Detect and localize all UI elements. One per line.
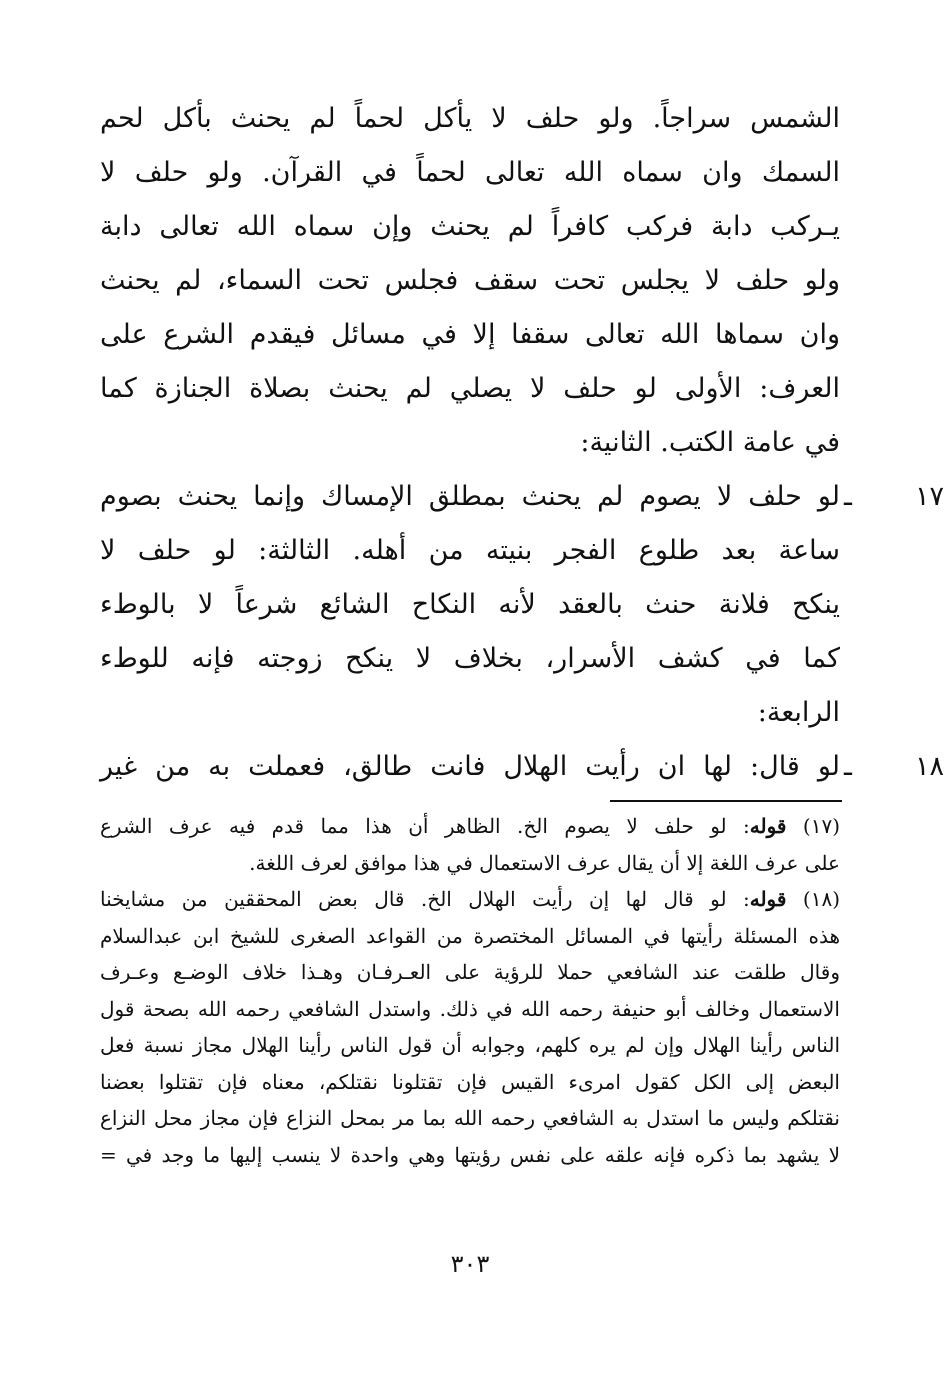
footnote-18-number: (١٨) xyxy=(802,887,841,911)
footnote-18-text: : لو قال لها إن رأيت الهلال الخ. قال بعض المحققين من مشايخنا xyxy=(100,887,750,911)
footnote-17-number: (١٧) xyxy=(802,814,841,838)
footnote-17-text: : لو حلف لا يصوم الخ. الظاهر أن هذا مما قدم فيه عرف الشرع xyxy=(100,814,750,838)
footnote-line: نقتلكم وليس ما استدل به الشافعي رحمه الله بما مر بمحل النزاع فإن مجاز محل النزاع xyxy=(100,1106,840,1130)
main-line: وان سماها الله تعالى سقفا إلا في مسائل فيقدم الشرع على xyxy=(100,319,840,350)
item-17-line: ساعة بعد طلوع الفجر بنيته من أهله. الثالثة: لو حلف لا xyxy=(100,535,840,566)
main-line: في عامة الكتب. الثانية: xyxy=(580,427,840,458)
footnote-separator xyxy=(610,800,842,802)
item-17-line: كما في كشف الأسرار، بخلاف لا ينكح زوجته فإنه للوطء xyxy=(100,643,840,674)
main-line: السمك وان سماه الله تعالى لحماً في القرآن. ولو حلف لا xyxy=(100,157,840,188)
page-number: ٣٠٣ xyxy=(450,1250,490,1278)
footnote-line: على عرف اللغة إلا أن يقال عرف الاستعمال في هذا موافق لعرف اللغة. xyxy=(249,850,840,875)
main-line: الشمس سراجاً. ولو حلف لا يأكل لحماً لم يحنث بأكل لحم xyxy=(100,103,840,134)
item-17-first-line xyxy=(100,470,944,524)
item-18-text: لو قال: لها ان رأيت الهلال فانت طالق، فعملت به من غير xyxy=(100,751,840,782)
main-text xyxy=(100,92,944,794)
footnote-line: لا يشهد بما ذكره فإنه علقه على نفس رؤيتها وهي واحدة لا ينسب إليها ما وجد في = xyxy=(100,1142,840,1167)
footnote-line: وقال طلقت عند الشافعي حملا للرؤية على العـرفـان وهـذا خلاف الوضـع وعـرف xyxy=(100,960,840,984)
footnote-line: الناس رأينا الهلال وإن لم يره كلهم، وجوابه أن قول الناس رأينا الهلال مجاز نسبة فعل xyxy=(100,1033,840,1057)
item-17-number: ١٧ ـ xyxy=(844,481,944,512)
footnotes xyxy=(100,808,840,1173)
footnote-line: هذه المسئلة رأيتها في المسائل المختصرة من القواعد الصغرى للشيخ ابن عبدالسلام xyxy=(100,923,840,948)
item-17-line: ينكح فلانة حنث بالعقد لأنه النكاح الشائع شرعاً لا بالوطء xyxy=(100,589,840,620)
footnote-18-first-line xyxy=(100,881,840,918)
item-18-first-line xyxy=(100,740,944,794)
footnote-17-lead: قوله xyxy=(749,814,787,838)
footnote-line: الاستعمال وخالف أبو حنيفة رحمه الله في ذلك. واستدل الشافعي رحمه الله بصحة قول xyxy=(100,996,840,1021)
main-line: ولو حلف لا يجلس تحت سقف فجلس تحت السماء، لم يحنث xyxy=(100,265,840,296)
item-18-number: ١٨ ـ xyxy=(844,751,944,782)
footnote-17-first-line xyxy=(100,808,840,845)
footnote-18-lead: قوله xyxy=(749,887,787,911)
main-line: يـركب دابة فركب كافراً لم يحنث وإن سماه الله تعالى دابة xyxy=(100,211,840,242)
item-17-text: لو حلف لا يصوم لم يحنث بمطلق الإمساك وإنما يحنث بصوم xyxy=(100,481,840,512)
item-17-line: الرابعة: xyxy=(757,697,840,728)
footnote-line: البعض إلى الكل كقول امرىء القيس فإن تقتلونا نقتلكم، معناه فإن تقتلوا بعضنا xyxy=(100,1069,840,1094)
main-line: العرف: الأولى لو حلف لا يصلي لم يحنث بصلاة الجنازة كما xyxy=(100,373,840,404)
